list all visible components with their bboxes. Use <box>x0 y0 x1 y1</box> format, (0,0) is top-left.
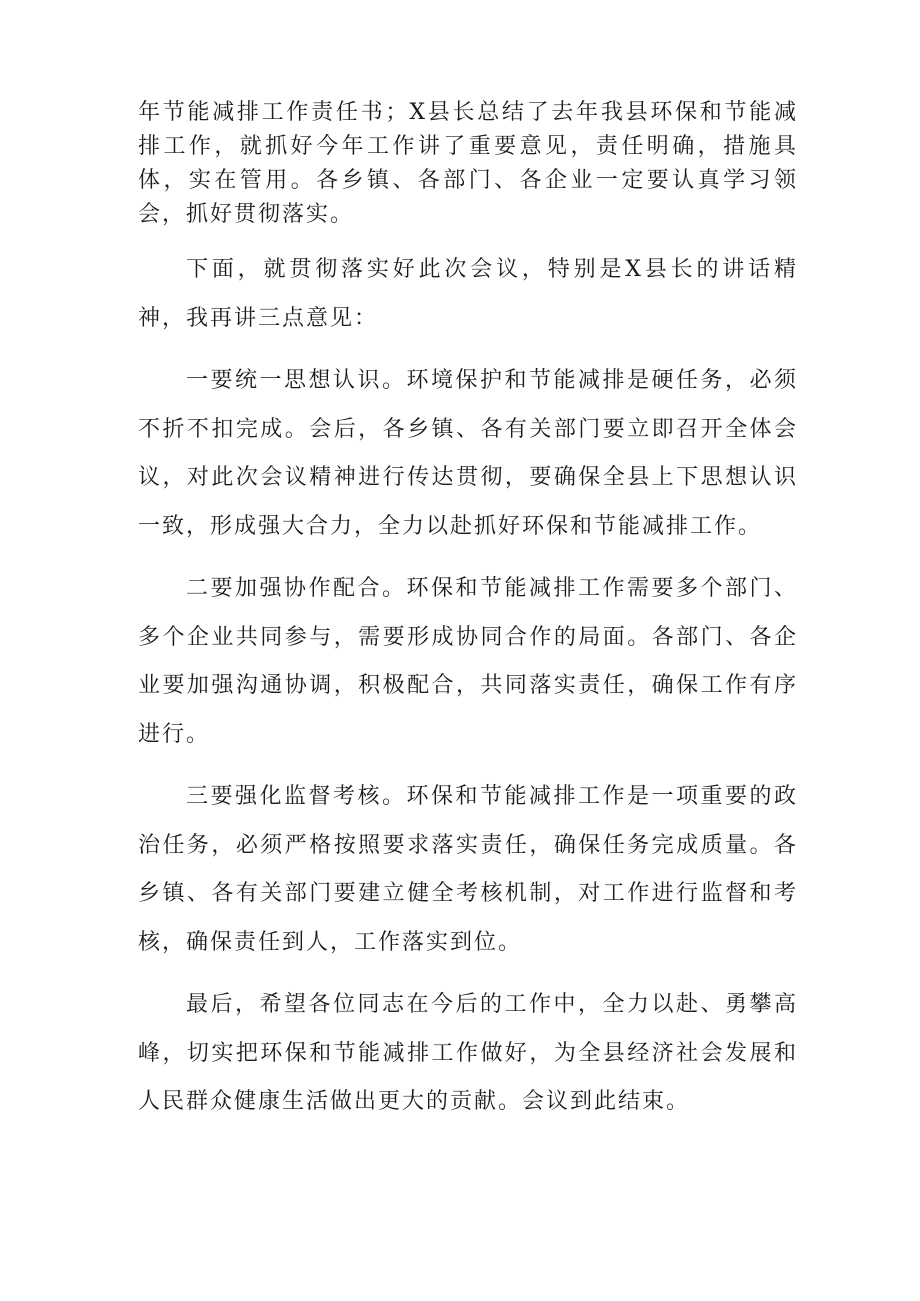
paragraph-point-one: 一要统一思想认识。环境保护和节能减排是硬任务，必须不折不扣完成。会后，各乡镇、各有关部门要立即召开全体会议，对此次会议精神进行传达贯彻，要确保全县上下思想认识一致，形成强大合力，全力以赴抓好环保和节能减排工作。 <box>138 368 798 539</box>
paragraph-point-two: 二要加强协作配合。环保和节能减排工作需要多个部门、多个企业共同参与，需要形成协同合作的局面。各部门、各企业要加强沟通协调，积极配合，共同落实责任，确保工作有序进行。 <box>138 576 798 747</box>
paragraph-point-three: 三要强化监督考核。环保和节能减排工作是一项重要的政治任务，必须严格按照要求落实责任，确保任务完成质量。各乡镇、各有关部门要建立健全考核机制，对工作进行监督和考核，确保责任到人，工作落实到位。 <box>138 784 798 955</box>
document-body <box>138 96 798 1127</box>
paragraph-closing: 最后，希望各位同志在今后的工作中，全力以赴、勇攀高峰，切实把环保和节能减排工作做好，为全县经济社会发展和人民群众健康生活做出更大的贡献。会议到此结束。 <box>138 992 798 1114</box>
paragraph-intro: 下面，就贯彻落实好此次会议，特别是X县长的讲话精神，我再讲三点意见： <box>138 257 798 331</box>
paragraph-continued: 年节能减排工作责任书；X县长总结了去年我县环保和节能减排工作，就抓好今年工作讲了重要意见，责任明确，措施具体，实在管用。各乡镇、各部门、各企业一定要认真学习领会，抓好贯彻落实。 <box>138 100 798 227</box>
